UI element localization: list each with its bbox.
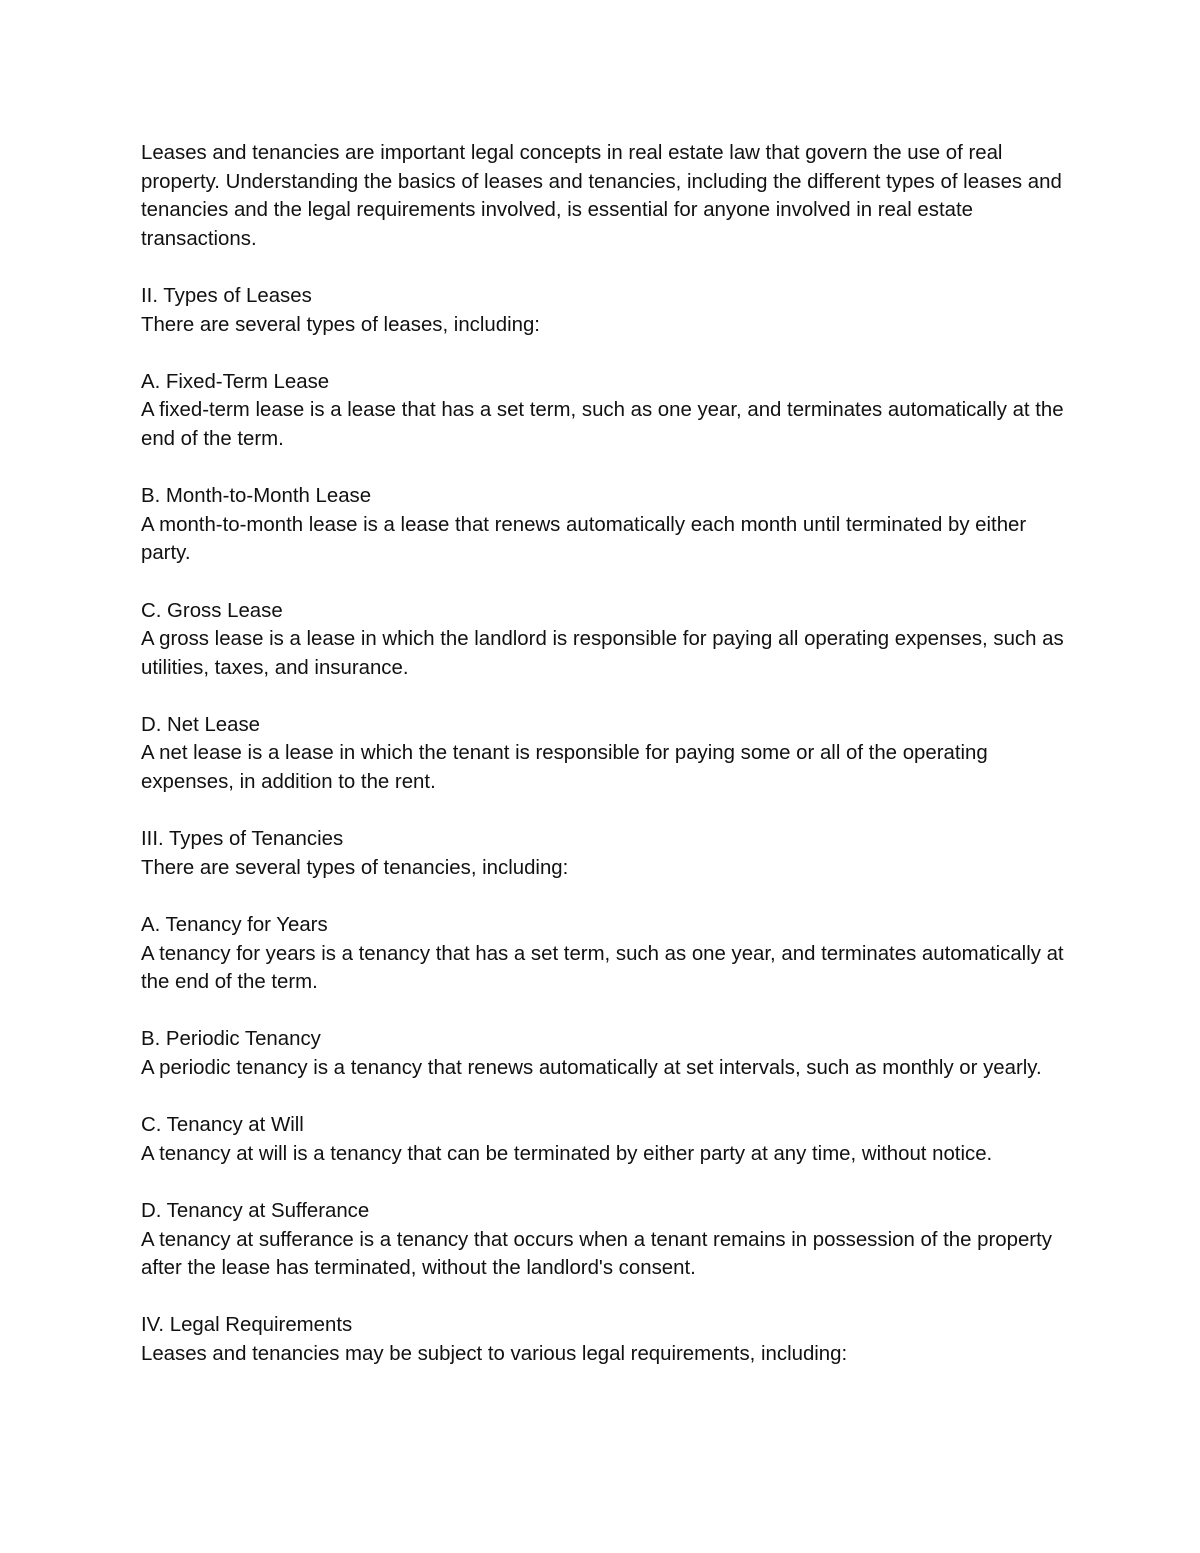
section-heading: IV. Legal Requirements [141, 1314, 353, 1337]
item-title: A. Tenancy for Years [141, 914, 328, 937]
item-text: A tenancy at sufferance is a tenancy that occurs when a tenant remains in possession of the property after the lease has terminated, without the landlord's consent. [141, 1228, 1052, 1280]
item-text: A tenancy for years is a tenancy that has a set term, such as one year, and terminates automatically at the end of the term. [141, 942, 1064, 994]
item-title: C. Gross Lease [141, 599, 283, 622]
item-text: A net lease is a lease in which the tenant is responsible for paying some or all of the operating expenses, in addition to the rent. [141, 742, 988, 794]
item-text: A month-to-month lease is a lease that renews automatically each month until terminated by either party. [141, 513, 1027, 565]
item-text: A tenancy at will is a tenancy that can be terminated by either party at any time, without notice. [141, 1142, 993, 1165]
section-heading: III. Types of Tenancies [141, 828, 344, 851]
section-intro: There are several types of leases, including: [141, 313, 540, 336]
list-item [141, 1025, 1071, 1082]
document-body [141, 139, 1071, 1397]
legal-section-header [141, 1311, 1071, 1368]
item-title: B. Periodic Tenancy [141, 1028, 321, 1051]
list-item [141, 911, 1071, 997]
item-title: D. Net Lease [141, 713, 261, 736]
item-text: A periodic tenancy is a tenancy that renews automatically at set intervals, such as monthly or yearly. [141, 1057, 1042, 1079]
item-title: D. Tenancy at Sufferance [141, 1199, 370, 1222]
item-title: B. Month-to-Month Lease [141, 485, 372, 508]
section-intro: Leases and tenancies may be subject to various legal requirements, including: [141, 1342, 848, 1365]
section-intro: There are several types of tenancies, including: [141, 856, 569, 879]
section-heading: II. Types of Leases [141, 284, 312, 307]
list-item [141, 1197, 1071, 1283]
item-text: A fixed-term lease is a lease that has a set term, such as one year, and terminates automatically at the end of the term. [141, 399, 1064, 450]
intro-paragraph: Leases and tenancies are important legal concepts in real estate law that govern the use of real property. Understanding the basics of leases and tenancies, including the different types of leases and tenancies and the legal requirements involved, is essential for anyone involved in real estate transactions. [141, 142, 1062, 250]
list-item [141, 711, 1071, 797]
item-text: A gross lease is a lease in which the landlord is responsible for paying all operating expenses, such as utilities, taxes, and insurance. [141, 628, 1064, 679]
list-item [141, 1111, 1071, 1168]
item-title: C. Tenancy at Will [141, 1114, 304, 1137]
tenancies-section-header [141, 825, 1071, 882]
leases-section-header [141, 282, 1071, 339]
list-item [141, 597, 1071, 683]
list-item [141, 368, 1071, 454]
list-item [141, 482, 1071, 568]
item-title: A. Fixed-Term Lease [141, 370, 330, 393]
